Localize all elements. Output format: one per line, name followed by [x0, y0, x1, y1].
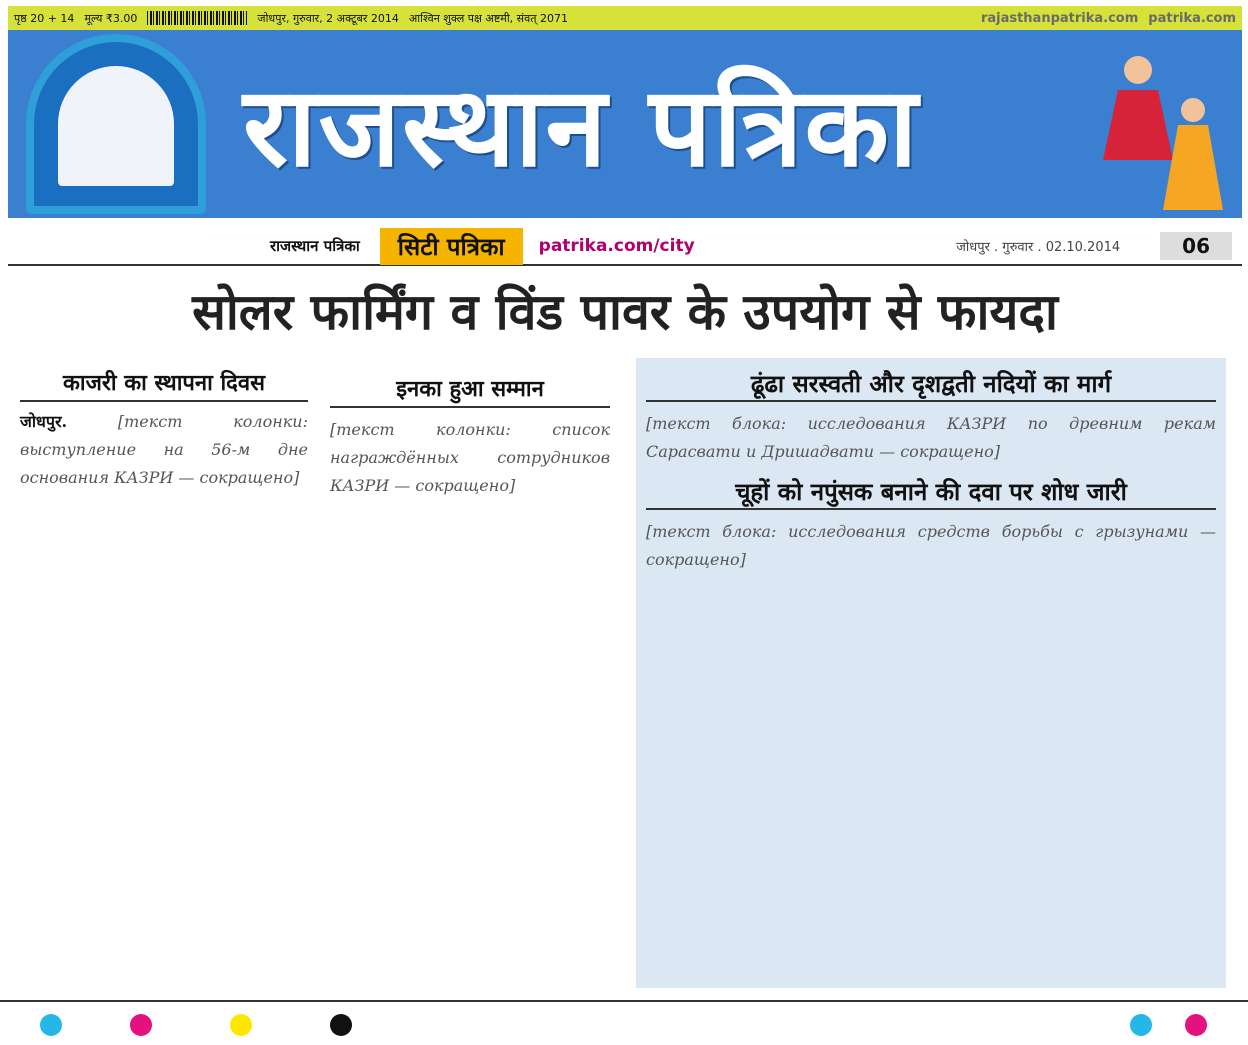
page-headline: सोलर फार्मिंग व विंड पावर के उपयोग से फायदा [192, 283, 1058, 341]
column1-body-note: [текст колонки: выступление на 56-м дне основания КАЗРИ — сокращено] [20, 412, 308, 487]
print-color-bar [0, 1000, 1248, 1045]
article-column-1 [20, 368, 308, 492]
tithi: आश्विन शुक्ल पक्ष अष्टमी, संवत् 2071 [408, 11, 568, 25]
cyan-swatch-icon [40, 1014, 62, 1036]
page-number: 06 [1160, 232, 1232, 260]
goddess-illustration-icon [26, 34, 206, 214]
masthead-title: राजस्थान पत्रिका [243, 63, 920, 191]
box-subhead-2: चूहों को नपुंसक बनाने की दवा पर शोध जारी [646, 476, 1216, 510]
page-count: पृष्ठ 20 + 14 [14, 11, 75, 25]
page-dateline: जोधपुर . गुरुवार . 02.10.2014 [956, 240, 1121, 255]
black-swatch-icon [330, 1014, 352, 1036]
price: मूल्य ₹3.00 [84, 11, 138, 25]
barcode-icon [147, 11, 247, 25]
section-bar [8, 228, 1242, 266]
cyan-swatch-icon-right [1130, 1014, 1152, 1036]
box-body-note-2: [текст блока: исследования средств борьбы с грызунами — сокращено] [646, 522, 1216, 569]
city-link[interactable]: patrika.com/city [538, 236, 695, 256]
masthead [8, 30, 1242, 218]
site-link-secondary[interactable]: patrika.com [1148, 10, 1236, 26]
section-brand: राजस्थान पत्रिका [270, 237, 360, 255]
article-box [636, 358, 1226, 988]
edition-date: जोधपुर, गुरुवार, 2 अक्टूबर 2014 [257, 11, 399, 25]
box-body-note-1: [текст блока: исследования КАЗРИ по древним рекам Сарасвати и Дришадвати — сокращено] [646, 414, 1216, 461]
column1-dateline: जोधपुर. [20, 412, 68, 431]
magenta-swatch-icon [130, 1014, 152, 1036]
box-subhead-1: ढूंढा सरस्वती और दृशद्वती नदियों का मार्ग [646, 368, 1216, 402]
site-link-primary[interactable]: rajasthanpatrika.com [980, 10, 1139, 26]
city-section-label: सिटी पत्रिका [380, 228, 523, 265]
column2-subhead: इनका हुआ सम्मान [330, 374, 610, 408]
yellow-swatch-icon [230, 1014, 252, 1036]
article-column-2 [330, 362, 610, 500]
column2-body-note: [текст колонки: список награждённых сотрудников КАЗРИ — сокращено] [330, 420, 610, 495]
top-info-strip [8, 6, 1242, 30]
column1-subhead: काजरी का स्थापना दिवस [20, 368, 308, 402]
dancers-illustration-icon [1078, 40, 1228, 215]
magenta-swatch-icon-right [1185, 1014, 1207, 1036]
